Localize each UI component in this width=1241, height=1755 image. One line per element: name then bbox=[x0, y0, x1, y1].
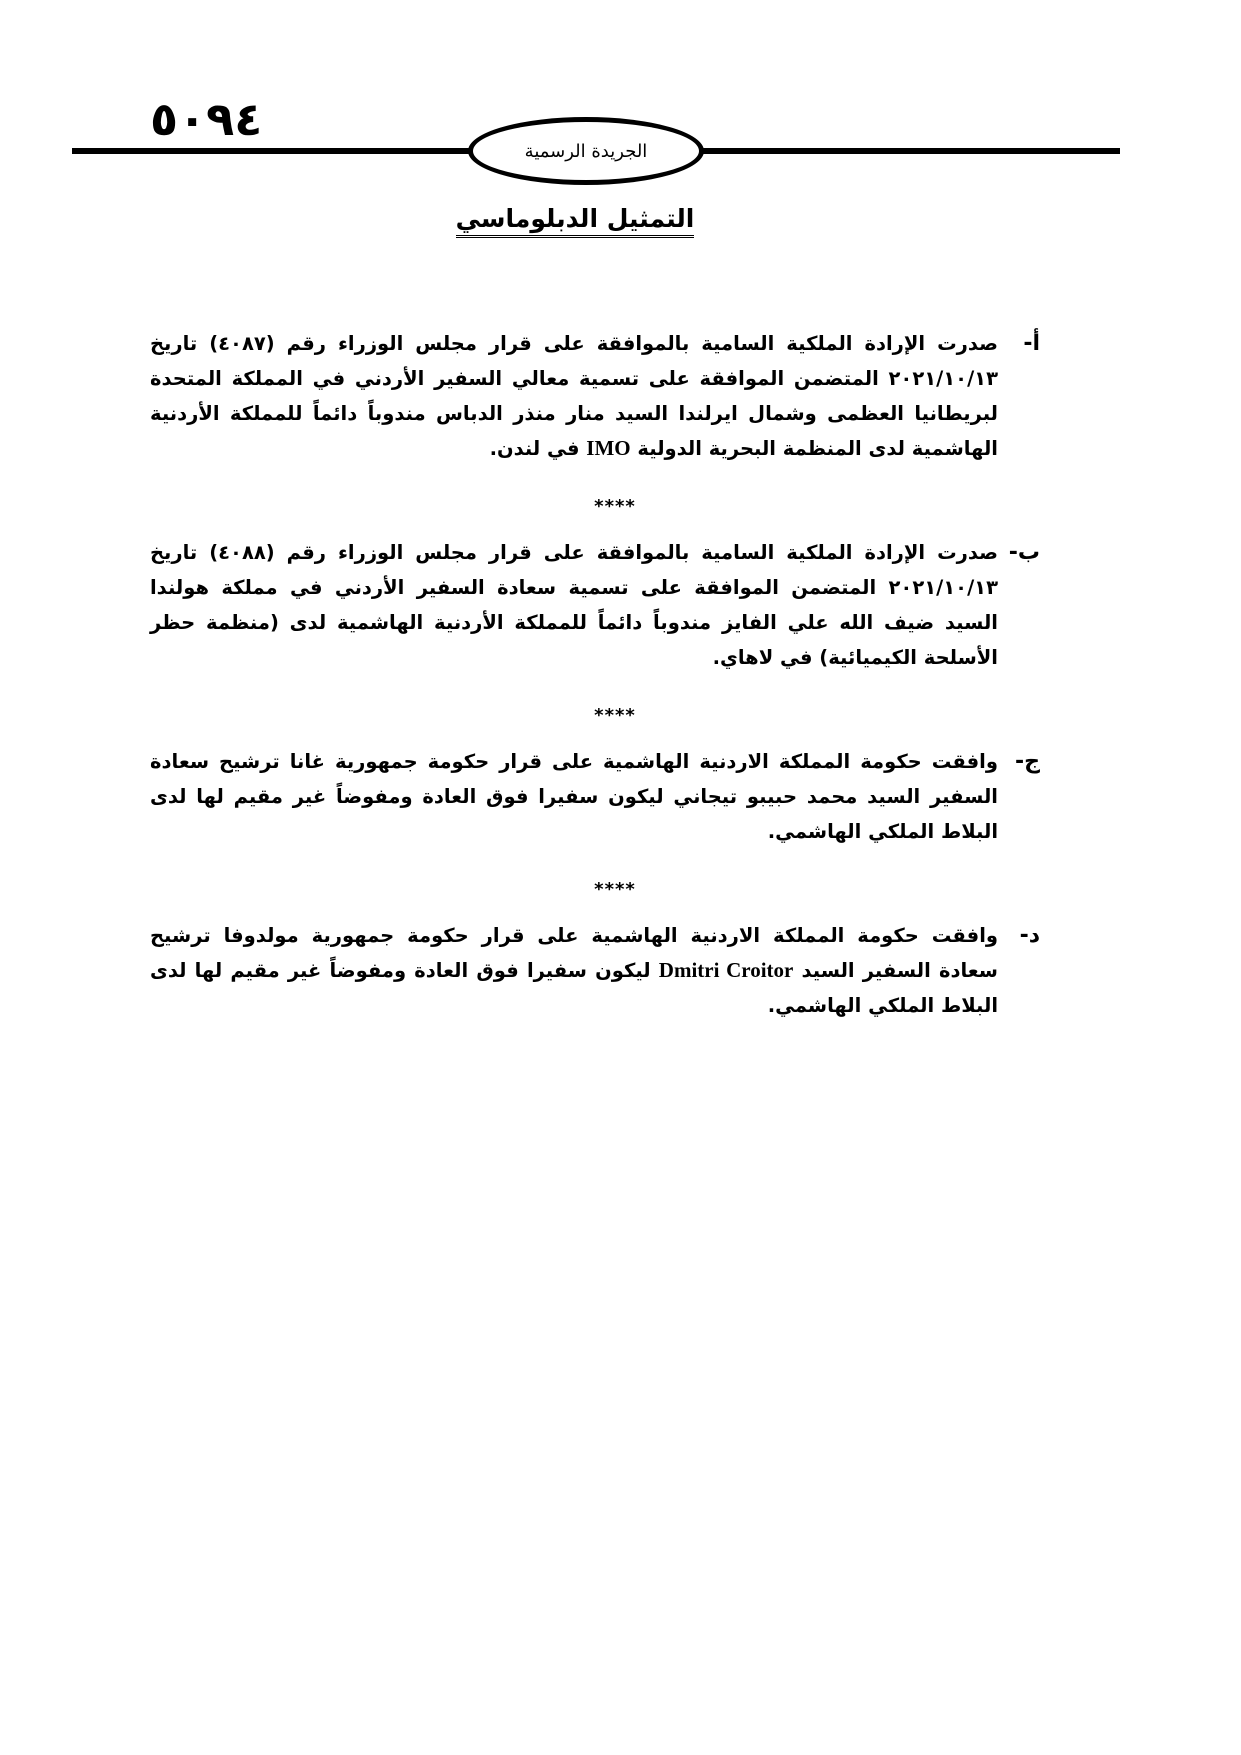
entry-text-main: صدرت الإرادة الملكية السامية بالموافقة على قرار مجلس الوزراء رقم (٤٠٨٨) تاريخ ٢٠٢١/١٠/١٣ المتضمن الموافقة على تسمية سعادة السفير الأردني في مملكة هولندا السيد ضيف الله علي الفايز مندوباً دائماً للمملكة الأردنية الهاشمية لدى (منظمة حظر الأسلحة الكيميائية) في لاهاي. bbox=[150, 541, 998, 669]
header-rule-right bbox=[700, 148, 1120, 154]
separator: **** bbox=[594, 705, 636, 726]
entry-text-main: وافقت حكومة المملكة الاردنية الهاشمية على قرار حكومة جمهورية مولدوفا ترشيح سعادة السفير السيد bbox=[150, 924, 998, 982]
entry-c bbox=[150, 744, 1040, 849]
entry-text-main: وافقت حكومة المملكة الاردنية الهاشمية على قرار حكومة جمهورية غانا ترشيح سعادة السفير السيد محمد حبيبو تيجاني ليكون سفيرا فوق العادة ومفوضاً غير مقيم لها لدى البلاط الملكي الهاشمي. bbox=[150, 750, 998, 843]
entry-latin-term: IMO bbox=[586, 436, 631, 460]
entry-text-tail: في لندن. bbox=[489, 437, 580, 460]
entry-a bbox=[150, 326, 1040, 466]
entry-latin-name: Dmitri Croitor bbox=[658, 958, 794, 982]
entry-text-tail: ليكون سفيرا فوق العادة ومفوضاً غير مقيم لها لدى البلاط الملكي الهاشمي. bbox=[150, 959, 998, 1017]
entry-text bbox=[150, 326, 998, 466]
section-title: التمثيل الدبلوماسي bbox=[456, 204, 695, 238]
entry-letter: أ- bbox=[1023, 331, 1040, 356]
entry-d bbox=[150, 918, 1040, 1023]
entry-letter: ب- bbox=[1008, 540, 1040, 565]
entry-letter: ج- bbox=[1015, 749, 1040, 774]
entry-text bbox=[150, 744, 998, 849]
separator: **** bbox=[594, 879, 636, 900]
separator: **** bbox=[594, 496, 636, 517]
entry-text bbox=[150, 535, 998, 675]
entry-b bbox=[150, 535, 1040, 675]
publication-oval-badge bbox=[468, 117, 704, 185]
entry-letter: د- bbox=[1019, 923, 1040, 948]
entry-text-main: صدرت الإرادة الملكية السامية بالموافقة على قرار مجلس الوزراء رقم (٤٠٨٧) تاريخ ٢٠٢١/١٠/١٣ المتضمن الموافقة على تسمية معالي السفير الأردني في المملكة المتحدة لبريطانيا العظمى وشمال ايرلندا السيد منار منذر الدباس مندوباً دائماً للمملكة الأردنية الهاشمية لدى المنظمة البحرية الدولية bbox=[150, 332, 998, 460]
publication-name: الجريدة الرسمية bbox=[524, 140, 648, 162]
section-title-wrapper bbox=[0, 204, 1150, 238]
entries-list bbox=[150, 326, 1040, 1023]
page-number: ٥٠٩٤ bbox=[150, 92, 263, 146]
header-rule-left bbox=[72, 148, 470, 154]
entry-text bbox=[150, 918, 998, 1023]
